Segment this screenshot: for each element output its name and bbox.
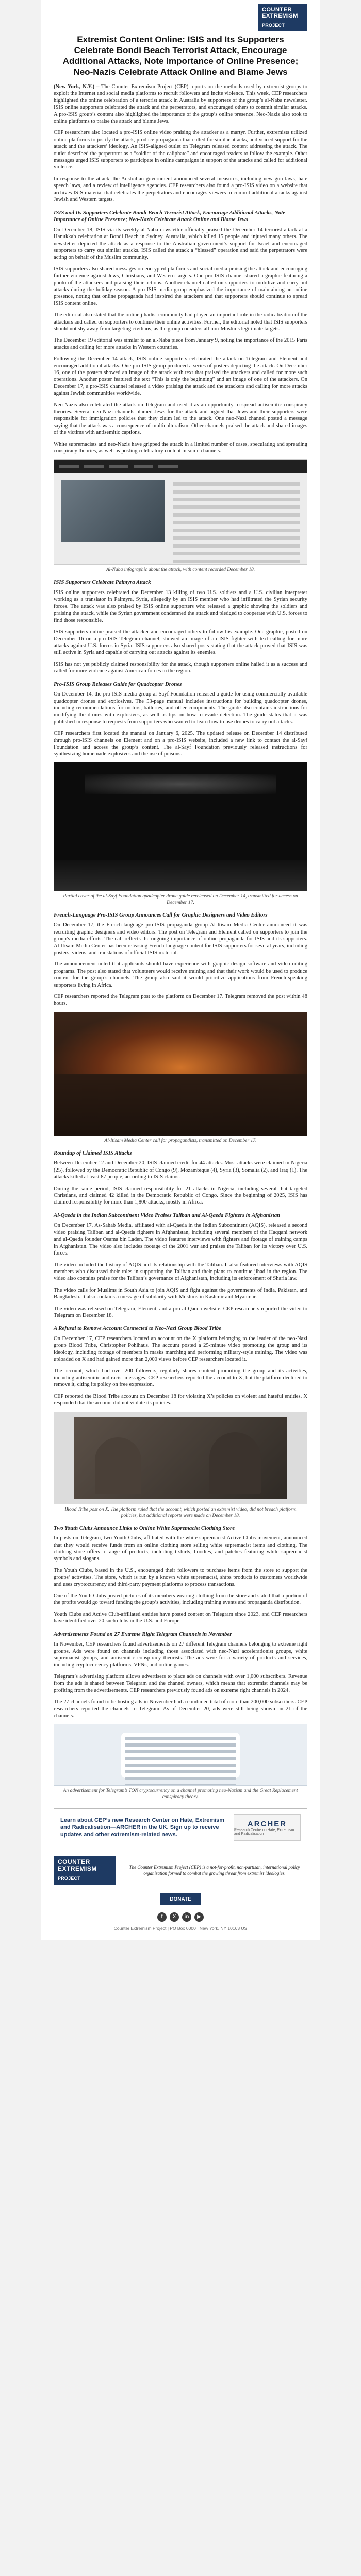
article-figure — [54, 459, 307, 573]
section-title: French-Language Pro-ISIS Group Announces Call for Graphic Designers and Video Editors — [54, 911, 268, 918]
section-paragraph: The account, which had over 200 followers, regularly shares content promoting the group and its activities, including antisemitic and racist messages. CEP researchers reported the account to X, but the platform declined to remove it, citing its policy on free expression. — [54, 1368, 307, 1388]
annonce-image — [54, 1012, 307, 1136]
nav-placeholder — [158, 465, 178, 468]
figure-caption: An advertisement for Telegram’s TON cryptocurrency on a channel promoting neo-Nazism and the Great Replacement conspiracy theory. — [63, 1788, 298, 1800]
paragraph-text: In response to the attack, the Australian government announced several measures, including new gun laws, hate speech laws, and a review of intelligence agencies. CEP researchers also found a pro-ISIS video on a website that archives ISIS material that celebrates the perpetrators and encourages viewers to commit additional attacks against Jewish and Western targets. — [54, 176, 307, 203]
message-line — [125, 1764, 236, 1767]
section-paragraph: On December 17, CEP researchers located an account on the X platform belonging to the leader of the neo-Nazi group Blood Tribe, Christopher Pohlhaus. The account posted a 25-minute video promoting the group and its ideology, including footage of members in masks marching and performing military-style training. The video was uploaded on X and had gained more than 2,000 views before CEP researchers located it. — [54, 1335, 307, 1363]
dateline: (New York, N.Y.) – — [54, 84, 100, 90]
footer-address: Counter Extremism Project | PO Box 0000 | New York, NY 10163 US — [113, 1926, 248, 1931]
section-paragraph: The video calls for Muslims in South Asia to join AQIS and fight against the governments of India, Pakistan, and Bangladesh. It also contains a message of solidarity with Muslims in Kashmir and Myanmar. — [54, 1287, 307, 1300]
logo-line2: PROJECT — [262, 21, 303, 28]
poster-band — [54, 860, 307, 891]
site-photo — [61, 480, 165, 542]
archer-logo[interactable] — [234, 1814, 301, 1841]
message-line — [125, 1750, 236, 1753]
person-silhouette — [209, 1432, 261, 1494]
promo-text[interactable]: Learn about CEP’s new Research Center on Hate, Extremism and Radicalisation—ARCHER in the UK. Sign up to receive updates and other extremism-related news. — [60, 1817, 225, 1838]
footer-cep-logo[interactable] — [54, 1856, 116, 1885]
telegram-message — [121, 1733, 240, 1778]
video-image — [54, 1412, 307, 1504]
message-line — [125, 1737, 236, 1740]
logo-line1: COUNTER EXTREMISM — [262, 7, 298, 19]
top-bar — [54, 0, 307, 32]
section-paragraph: The Youth Clubs, based in the U.S., encouraged their followers to purchase items from the store to support the groups’ activities. The store, which is run by a known white supremacist, ships products to customers worldwide and uses cryptocurrency and third-party payment platforms to process transactions. — [54, 1567, 307, 1587]
figure-caption: Al-Naba infographic about the attack, with content recorded December 18. — [106, 567, 255, 573]
section-paragraph: On December 14, the pro-ISIS media group al-Sayf Foundation released a guide for using commercially available quadcopter drones and explosives. The 53-page manual includes instructions for building quadcopter drones, including recommendations for motors, batteries, and other components. The guide also contains instructions for modifying the drones with explosives, as well as tips on how to evade detection. The guide states that it was published in response to requests from supporters who wanted to learn how to use drones to carry out attacks. — [54, 691, 307, 725]
section-paragraph: The 27 channels found to be hosting ads in November had a combined total of more than 200,000 subscribers. CEP researchers reported the channels to Telegram. As of December 20, ads were still being shown on 21 of the channels. — [54, 1699, 307, 1719]
article-figure — [54, 762, 307, 906]
footer-logo-line1: COUNTER EXTREMISM — [58, 1858, 97, 1873]
site-image — [54, 459, 307, 565]
telegram-image — [54, 1724, 307, 1786]
message-line — [125, 1777, 236, 1780]
section-paragraph: CEP researchers first located the manual on January 6, 2025. The updated release on December 14 distributed through pro-ISIS channels on Element and on a pro-ISIS website, included a new link to contact the al-Sayf Foundation and access the group’s content. The al-Sayf Foundation previously released instructions for synthesizing homemade explosives and the use of poisons. — [54, 731, 307, 757]
section-title: Pro-ISIS Group Releases Guide for Quadcopter Drones — [54, 681, 182, 687]
section-title: Roundup of Claimed ISIS Attacks — [54, 1149, 132, 1156]
section-paragraph: White supremacists and neo-Nazis have gripped the attack in a limited number of cases, speculating and spreading conspiracy theories, as well as posting celebratory content in some channels. — [54, 441, 307, 454]
linkedin-icon[interactable]: in — [182, 1912, 191, 1922]
fire-graphic — [54, 1012, 307, 1074]
footer-about-box — [54, 1852, 307, 1889]
x-icon[interactable]: X — [170, 1912, 179, 1922]
intro-paragraph — [54, 129, 307, 171]
paragraph-text: The Counter Extremism Project (CEP) reports on the methods used by extremist groups to exploit the Internet and social media platforms to recruit followers and incite violence. This week, CEP researchers highlighted the online celebration of a terrorist attack in Australia by supporters of the group’s al-Naba newsletter. ISIS online supporters celebrated the attack and the perpetrators, and encouraged others to commit similar attacks. A pro-ISIS group’s content also highlighted the importance of the group’s online presence. Neo-Nazis also took to online platforms to praise the attack and blame Jews. — [54, 84, 307, 125]
text-line — [173, 536, 300, 540]
section-title: Advertisements Found on 27 Extreme Right Telegram Channels in November — [54, 1631, 232, 1637]
section-paragraph: Between December 12 and December 20, ISIS claimed credit for 44 attacks. Most attacks were claimed in Nigeria (25), followed by the Democratic Republic of Congo (9), Mozambique (4), Syria (3), Somalia (2), and Iraq (1). The attacks killed at least 87 people, according to ISIS claims. — [54, 1160, 307, 1180]
nav-placeholder — [134, 465, 153, 468]
section-paragraph: ISIS online supporters celebrated the December 13 killing of two U.S. soldiers and a U.S. civilian interpreter working as a translator in Palmyra, Syria, allegedly by an ISIS member who had infiltrated the Syrian security forces. The attack was also praised by ISIS online supporters who released a graphic showing the soldiers and praising the attack, while the Syrian government condemned the attack and pledged to cooperate with U.S. forces to find those responsible. — [54, 590, 307, 623]
section-paragraph: CEP researchers reported the Telegram post to the platform on December 17. Telegram removed the post within 48 hours. — [54, 994, 307, 1007]
person-silhouette — [95, 1437, 141, 1494]
text-line — [173, 498, 300, 501]
section-paragraph: In posts on Telegram, two Youth Clubs, affiliated with the white supremacist Active Clubs movement, announced that they would receive funds from an online clothing store selling white supremacist items and clothing. The clothing store offers a range of products, including t-shirts, hoodies, and patches featuring white supremacist symbols and slogans. — [54, 1535, 307, 1562]
message-line — [125, 1770, 236, 1773]
text-line — [173, 505, 300, 509]
section-paragraph: CEP reported the Blood Tribe account on December 18 for violating X’s policies on violent and hateful entities. X responded that the account did not violate its policies. — [54, 1393, 307, 1406]
site-header-bar — [54, 460, 307, 473]
archer-logo-title: ARCHER — [247, 1819, 287, 1828]
text-line — [173, 544, 300, 548]
message-line — [125, 1784, 236, 1786]
text-line — [173, 529, 300, 532]
page-title: Extremist Content Online: ISIS and Its Supporters Celebrate Bondi Beach Terrorist Attack, Encourage Additional Attacks, Note Importance of Online Presence; Neo-Nazis Celebrate Attack Online and Blame Jews — [62, 35, 299, 77]
section-paragraph: Youth Clubs and Active Club-affiliated entities have posted content on Telegram since 2023, and CEP researchers have identified over 20 such clubs in the U.S. and Europe. — [54, 1611, 307, 1624]
section-paragraph: During the same period, ISIS claimed responsibility for 21 attacks in Nigeria, including several that targeted Christians, and claimed 42 killed in the Democratic Republic of Congo. Since the beginning of 2025, ISIS has claimed responsibility for more than 1,800 attacks, mostly in Africa. — [54, 1185, 307, 1206]
footer-logo-line2: PROJECT — [58, 1874, 111, 1882]
text-line — [173, 521, 300, 524]
section-title: ISIS Supporters Celebrate Palmyra Attack — [54, 579, 151, 586]
section-paragraph: Following the December 14 attack, ISIS online supporters celebrated the attack on Telegram and Element and encouraged additional attacks. One pro-ISIS group produced a series of posters depicting the attack. On December 16, one of the posters showed an image of the attack with text that praised the attackers and called for more such operations. Another poster featured the text “This is only the beginning” and an image of one of the attackers. On December 17, a pro-ISIS channel released a video praising the attack and the attackers and calling for more attacks against Jewish communities worldwide. — [54, 356, 307, 397]
figure-caption: Al-Itisam Media Center call for propagandists, transmitted on December 17. — [104, 1137, 257, 1143]
section-paragraph: The editorial also stated that the online jihadist community had played an important role in the radicalization of the attackers and called on supporters to continue their online activities. Further, the editorial noted that ISIS supporters should not shy away from targeting civilians, as the group considers all non-Muslims legitimate targets. — [54, 312, 307, 332]
text-line — [173, 560, 300, 563]
archer-logo-sub: Research Centre on Hate, Extremism and Radicalisation — [234, 1828, 294, 1836]
section-paragraph: ISIS has not yet publicly claimed responsibility for the attack, though supporters online hailed it as a success and called for more violence against American forces in the region. — [54, 661, 307, 674]
social-links — [54, 1911, 307, 1922]
newsletter-card — [41, 0, 320, 1940]
poster-image — [54, 762, 307, 891]
nav-placeholder — [109, 465, 128, 468]
paragraph-text: CEP researchers also located a pro-ISIS online video praising the attacker as a martyr. Further, extremists utilized online platforms to justify the attack, produce propaganda that called for similar attacks, and voiced support for the attack and the attackers’ ideology. An ISIS-aligned outlet on Telegram released content addressing the attack. The outlet described the perpetrator as a “soldier of the caliphate” and encouraged readers to follow the example. Other messages urged ISIS supporters to participate in online campaigns in support of the attacks and called for additional violence. — [54, 130, 307, 171]
text-line — [173, 490, 300, 494]
nav-placeholder — [84, 465, 104, 468]
section-paragraph: Neo-Nazis also celebrated the attack on Telegram and used it as an opportunity to spread antisemitic conspiracy theories. Several neo-Nazi channels blamed Jews for the attack and argued that Jews and their supporters were responsible for immigration policies that they claim led to the attack. One neo-Nazi channel posted a message saying that the attack was a consequence of multiculturalism. Other channels praised the attack and shared images of the victims with antisemitic captions. — [54, 402, 307, 436]
article-figure — [54, 1012, 307, 1144]
message-line — [125, 1743, 236, 1747]
section-paragraph: The video included the history of AQIS and its relationship with the Taliban. It also featured interviews with AQIS members who discussed their roles in supporting the Taliban and their plans to continue jihad in the region. The video also contains praise for the Taliban’s governance of Afghanistan, including its enforcement of Sharia law. — [54, 1262, 307, 1282]
intro-paragraph — [54, 176, 307, 204]
section-title: Two Youth Clubs Announce Links to Online White Supremacist Clothing Store — [54, 1524, 235, 1531]
section-paragraph: The December 19 editorial was similar to an al-Naba piece from January 9, noting the importance of the 2015 Paris attacks and calling for more attacks in Western countries. — [54, 337, 307, 350]
section-paragraph: The announcement noted that applicants should have experience with graphic design software and video editing programs. The post also stated that volunteers would receive training and that their work would be used to produce content for the group’s channels. The group also said it would prioritize applications from French-speaking supporters living in Africa. — [54, 961, 307, 988]
figure-caption: Blood Tribe post on X. The platform ruled that the account, which posted an extremist video, did not breach platform policies, but additional reports were made on December 18. — [64, 1506, 297, 1518]
article-figure — [54, 1412, 307, 1519]
text-line — [173, 513, 300, 517]
section-paragraph: On December 17, the French-language pro-ISIS propaganda group Al-Itisam Media Center announced it was recruiting graphic designers and video editors. The post on Telegram and Element called on supporters to join the group’s media efforts. The call reflects the ongoing importance of online propaganda for ISIS and its supporters. Al-Itisam Media Center has been releasing French-language content for ISIS supporters for several years, including posters, videos, and translations of official ISIS material. — [54, 922, 307, 956]
footer-about-text: The Counter Extremism Project (CEP) is a not-for-profit, non-partisan, international policy organization formed to combat the growing threat from extremist ideologies. — [129, 1865, 300, 1876]
section-paragraph: The video was released on Telegram, Element, and a pro-al-Qaeda website. CEP researchers reported the video to Telegram on December 18. — [54, 1306, 307, 1318]
section-title: A Refusal to Remove Account Connected to Neo-Nazi Group Blood Tribe — [54, 1325, 221, 1332]
section-paragraph: One of the Youth Clubs posted pictures of its members wearing clothing from the store and stated that a portion of the profits would go toward funding the group’s activities, including training events and propaganda distribution. — [54, 1593, 307, 1606]
text-line — [173, 552, 300, 555]
section-paragraph: ISIS supporters also shared messages on encrypted platforms and social media praising the attack and encouraging further violence against Jews, Christians, and Western targets. One pro-ISIS channel shared a graphic featuring a photo of the attackers and praising their actions. Another channel called on supporters to mobilize and carry out attacks during the holiday season. A pro-ISIS media group emphasized the importance of maintaining an online presence, noting that online propaganda had inspired the attackers and that supporters should continue to spread ISIS content online. — [54, 266, 307, 307]
text-line — [173, 482, 300, 486]
section-title: Al-Qaeda in the Indian Subcontinent Video Praises Taliban and Al-Qaeda Fighters in Afghanistan — [54, 1212, 281, 1218]
youtube-icon[interactable]: ▶ — [194, 1912, 204, 1922]
sections-container — [54, 210, 307, 1801]
section-paragraph: ISIS supporters online praised the attacker and encouraged others to follow his example. One graphic, posted on December 16 on a pro-ISIS Telegram channel, showed an image of an ISIS fighter with text calling for more attacks against U.S. forces in Syria. ISIS supporters also shared posts stating that the attack proved that ISIS was still active in Syria and capable of carrying out attacks against its enemies. — [54, 629, 307, 656]
section-paragraph: On December 18, ISIS via its weekly al-Naba newsletter officially praised the December 14 terrorist attack at a Hanukkah celebration at Bondi Beach in Sydney, Australia, which killed 15 people and injured many others. The newsletter depicted the attack as a response to the Australian government’s support for Israel and encouraged supporters to carry out similar attacks. ISIS called the attack a “blessed” operation and said the perpetrators were acting on behalf of the Muslim community. — [54, 227, 307, 261]
message-line — [125, 1757, 236, 1760]
archer-promo[interactable] — [54, 1808, 307, 1846]
site-text-lines — [173, 482, 300, 565]
intro-paragraph — [54, 83, 307, 125]
donate-button[interactable]: DONATE — [160, 1893, 201, 1905]
nav-placeholder — [59, 465, 79, 468]
figure-caption: Partial cover of the al-Sayf Foundation quadcopter drone guide rereleased on December 14, transmitted for access on December 17. — [63, 893, 298, 905]
facebook-icon[interactable]: f — [157, 1912, 167, 1922]
poster-glow — [85, 774, 276, 794]
section-paragraph: In November, CEP researchers found advertisements on 27 different Telegram channels belonging to extreme right groups. Ads were found on channels including those associated with neo-Nazi accelerationist groups, white supremacist groups, and antisemitic conspiracy theorists. The ads were for a variety of products and services, including cryptocurrency platforms, VPNs, and online games. — [54, 1641, 307, 1668]
section-paragraph: On December 17, As-Sahab Media, affiliated with al-Qaeda in the Indian Subcontinent (AQIS), released a second video praising Taliban and al-Qaeda fighters in Afghanistan, including several members of the Haqqani network and al-Qaeda founder Osama bin Laden. The video features interviews with fighters and footage of training camps in Afghanistan. The video also includes footage of the 2001 war and praises the Taliban for its victory over U.S. forces. — [54, 1223, 307, 1257]
section-title: ISIS and Its Supporters Celebrate Bondi Beach Terrorist Attack, Encourage Additional Attacks, Note Importance of Online Presence; Neo-Nazis Celebrate Attack Online and Blame Jews — [54, 209, 285, 223]
intro — [54, 83, 307, 204]
section-paragraph: Telegram’s advertising platform allows advertisers to place ads on channels with over 1,000 subscribers. Revenue from the ads is shared between Telegram and the channel owners, which means that extremist channels may be profiting from the advertisements. CEP researchers previously found ads on extreme right channels in 2024. — [54, 1673, 307, 1693]
cep-logo[interactable] — [258, 4, 307, 31]
article-figure — [54, 1724, 307, 1800]
